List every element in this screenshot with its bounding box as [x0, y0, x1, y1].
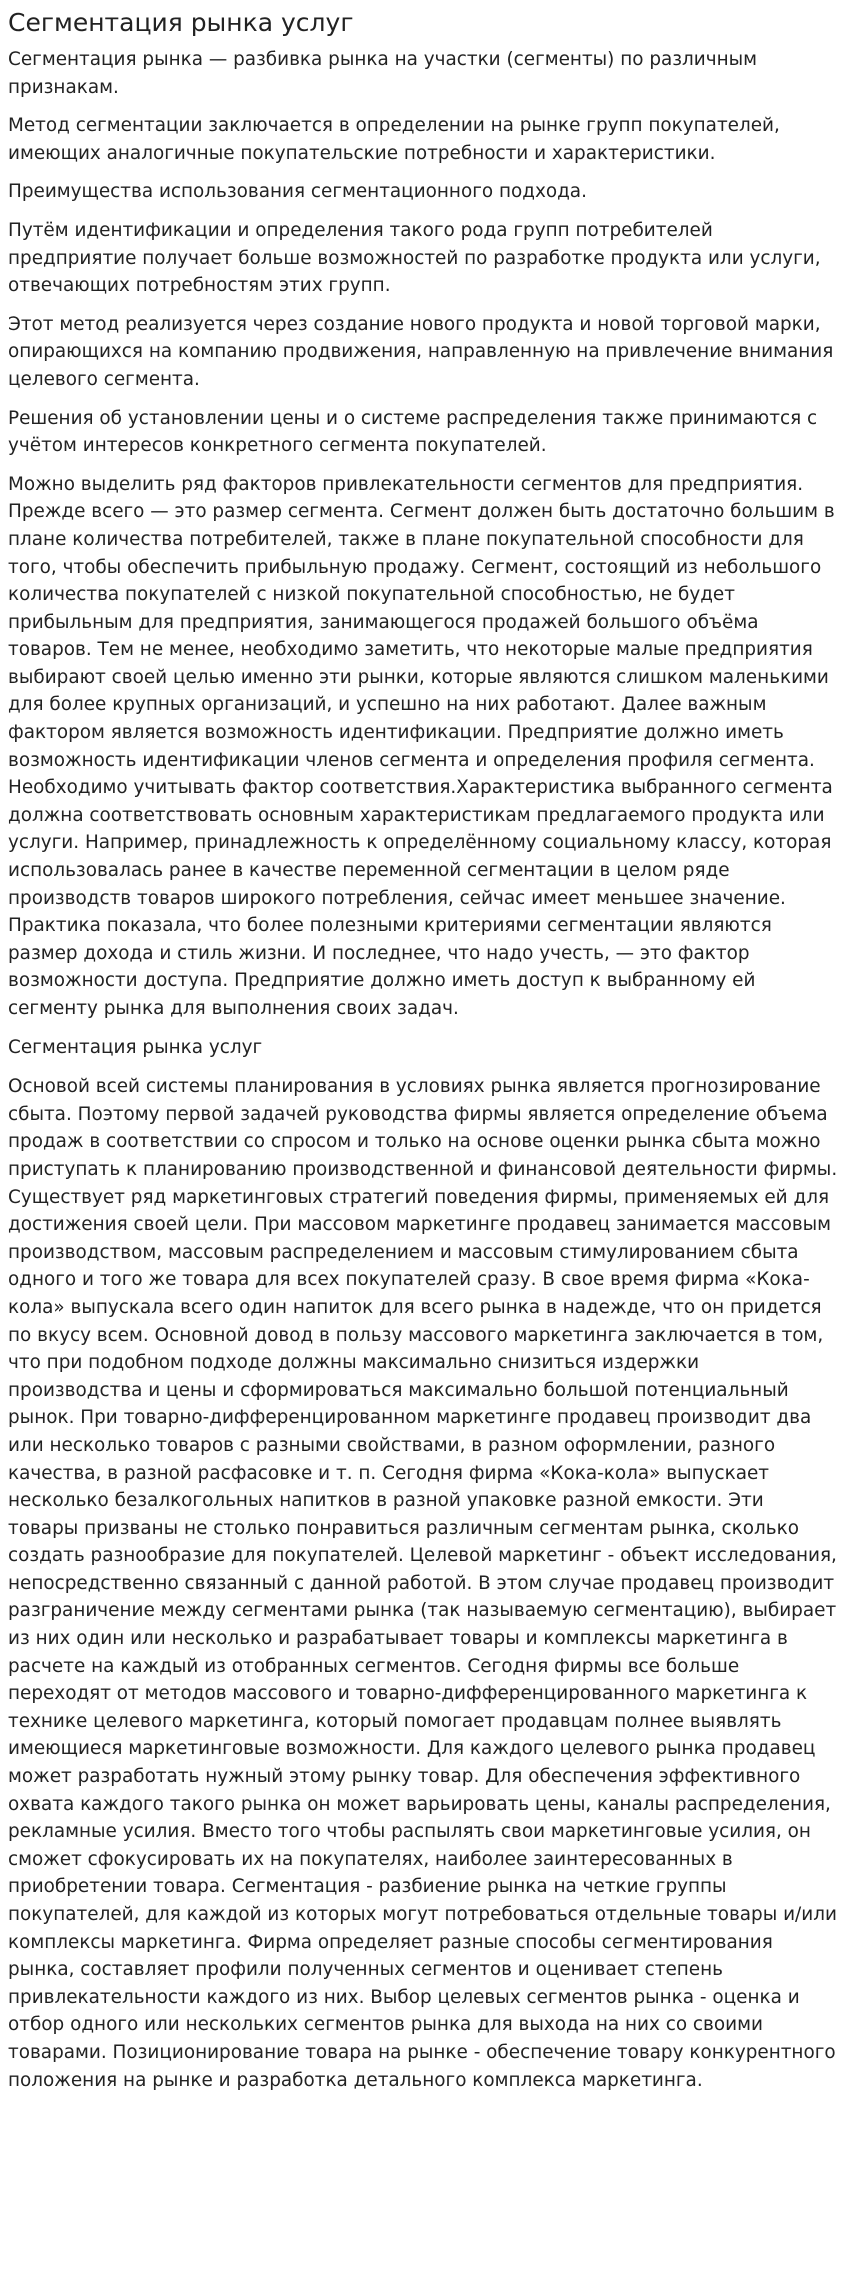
- intro-paragraph-7: Можно выделить ряд факторов привлекательности сегментов для предприятия. Прежде всего — это размер сегмента. Сегмент должен быть достаточно большим в плане количества потребителей, также в плане покупательной способности для того, чтобы обеспечить прибыльную продажу. Сегмент, состоящий из небольшого количества покупателей с низкой покупательной способностью, не будет прибыльным для предприятия, занимающегося продажей большого объёма товаров. Тем не менее, необходимо заметить, что некоторые малые предприятия выбирают своей целью именно эти рынки, которые являются слишком маленькими для более крупных организаций, и успешно на них работают. Далее важным фактором является возможность идентификации. Предприятие должно иметь возможность идентификации членов сегмента и определения профиля сегмента. Необходимо учитывать фактор соответствия.Характеристика выбранного сегмента должна соответствовать основным характеристикам предлагаемого продукта или услуги. Например, принадлежность к определённому социальному классу, которая использовалась ранее в качестве переменной сегментации в целом ряде производств товаров широкого потребления, сейчас имеет меньшее значение. Практика показала, что более полезными критериями сегментации являются размер дохода и стиль жизни. И последнее, что надо учесть, — это фактор возможности доступа. Предприятие должно иметь доступ к выбранному ей сегменту рынка для выполнения своих задач.: [8, 473, 835, 1019]
- intro-paragraph-3: Преимущества использования сегментационного подхода.: [8, 181, 587, 203]
- page-title: Сегментация рынка услуг: [8, 8, 354, 37]
- main-paragraph: Основой всей системы планирования в условиях рынка является прогнозирование сбыта. Поэтому первой задачей руководства фирмы является определение объема продаж в соответствии со спросом и только на основе оценки рынка сбыта можно приступать к планированию производственной и финансовой деятельности фирмы. Существует ряд маркетинговых стратегий поведения фирмы, применяемых ей для достижения своей цели. При массовом маркетинге продавец занимается массовым производством, массовым распределением и массовым стимулированием сбыта одного и того же товара для всех покупателей сразу. В свое время фирма «Кока-кола» выпускала всего один напиток для всего рынка в надежде, что он придется по вкусу всем. Основной довод в пользу массового маркетинга заключается в том, что при подобном подходе должны максимально снизиться издержки производства и цены и сформироваться максимально большой потенциальный рынок. При товарно-дифференцированном маркетинге продавец производит два или несколько товаров с разными свойствами, в разном оформлении, разного качества, в разной расфасовке и т. п. Сегодня фирма «Кока-кола» выпускает несколько безалкогольных напитков в разной упаковке разной емкости. Эти товары призваны не столько понравиться различным сегментам рынка, сколько создать разнообразие для покупателей. Целевой маркетинг - объект исследования, непосредственно связанный с данной работой. В этом случае продавец производит разграничение между сегментами рынка (так называемую сегментацию), выбирает из них один или несколько и разрабатывает товары и комплексы маркетинга в расчете на каждый из отобранных сегментов. Сегодня фирмы все больше переходят от методов массового и товарно-дифференцированного маркетинга к технике целевого маркетинга, который помогает продавцам полнее выявлять имеющиеся маркетинговые возможности. Для каждого целевого рынка продавец может разработать нужный этому рынку товар. Для обеспечения эффективного охвата каждого такого рынка он может варьировать цены, каналы распределения, рекламные усилия. Вместо того чтобы распылять свои маркетинговые усилия, он сможет сфокусировать их на покупателях, наиболее заинтересованных в приобретении товара. Сегментация - разбиение рынка на четкие группы покупателей, для каждой из которых могут потребоваться отдельные товары и/или комплексы маркетинга. Фирма определяет разные способы сегментирования рынка, составляет профили полученных сегментов и оценивает степень привлекательности каждого из них. Выбор целевых сегментов рынка - оценка и отбор одного или нескольких сегментов рынка для выхода на них со своими товарами. Позиционирование товара на рынке - обеспечение товару конкурентного положения на рынке и разработка детального комплекса маркетинга.: [8, 1076, 838, 2091]
- section-subtitle: Сегментация рынка услуг: [8, 1036, 263, 1058]
- intro-paragraph-5: Этот метод реализуется через создание нового продукта и новой торговой марки, опирающихся на компанию продвижения, направленную на привлечение внимания целевого сегмента.: [8, 313, 834, 390]
- intro-paragraph-2: Метод сегментации заключается в определении на рынке групп покупателей, имеющих аналогичные покупательские потребности и характеристики.: [8, 115, 780, 164]
- intro-paragraph-1: Сегментация рынка — разбивка рынка на участки (сегменты) по различным признакам.: [8, 49, 758, 98]
- intro-paragraph-4: Путём идентификации и определения такого рода групп потребителей предприятие получает больше возможностей по разработке продукта или услуги, отвечающих потребностям этих групп.: [8, 219, 821, 297]
- intro-paragraph-6: Решения об установлении цены и о системе распределения также принимаются с учётом интересов конкретного сегмента покупателей.: [8, 407, 818, 457]
